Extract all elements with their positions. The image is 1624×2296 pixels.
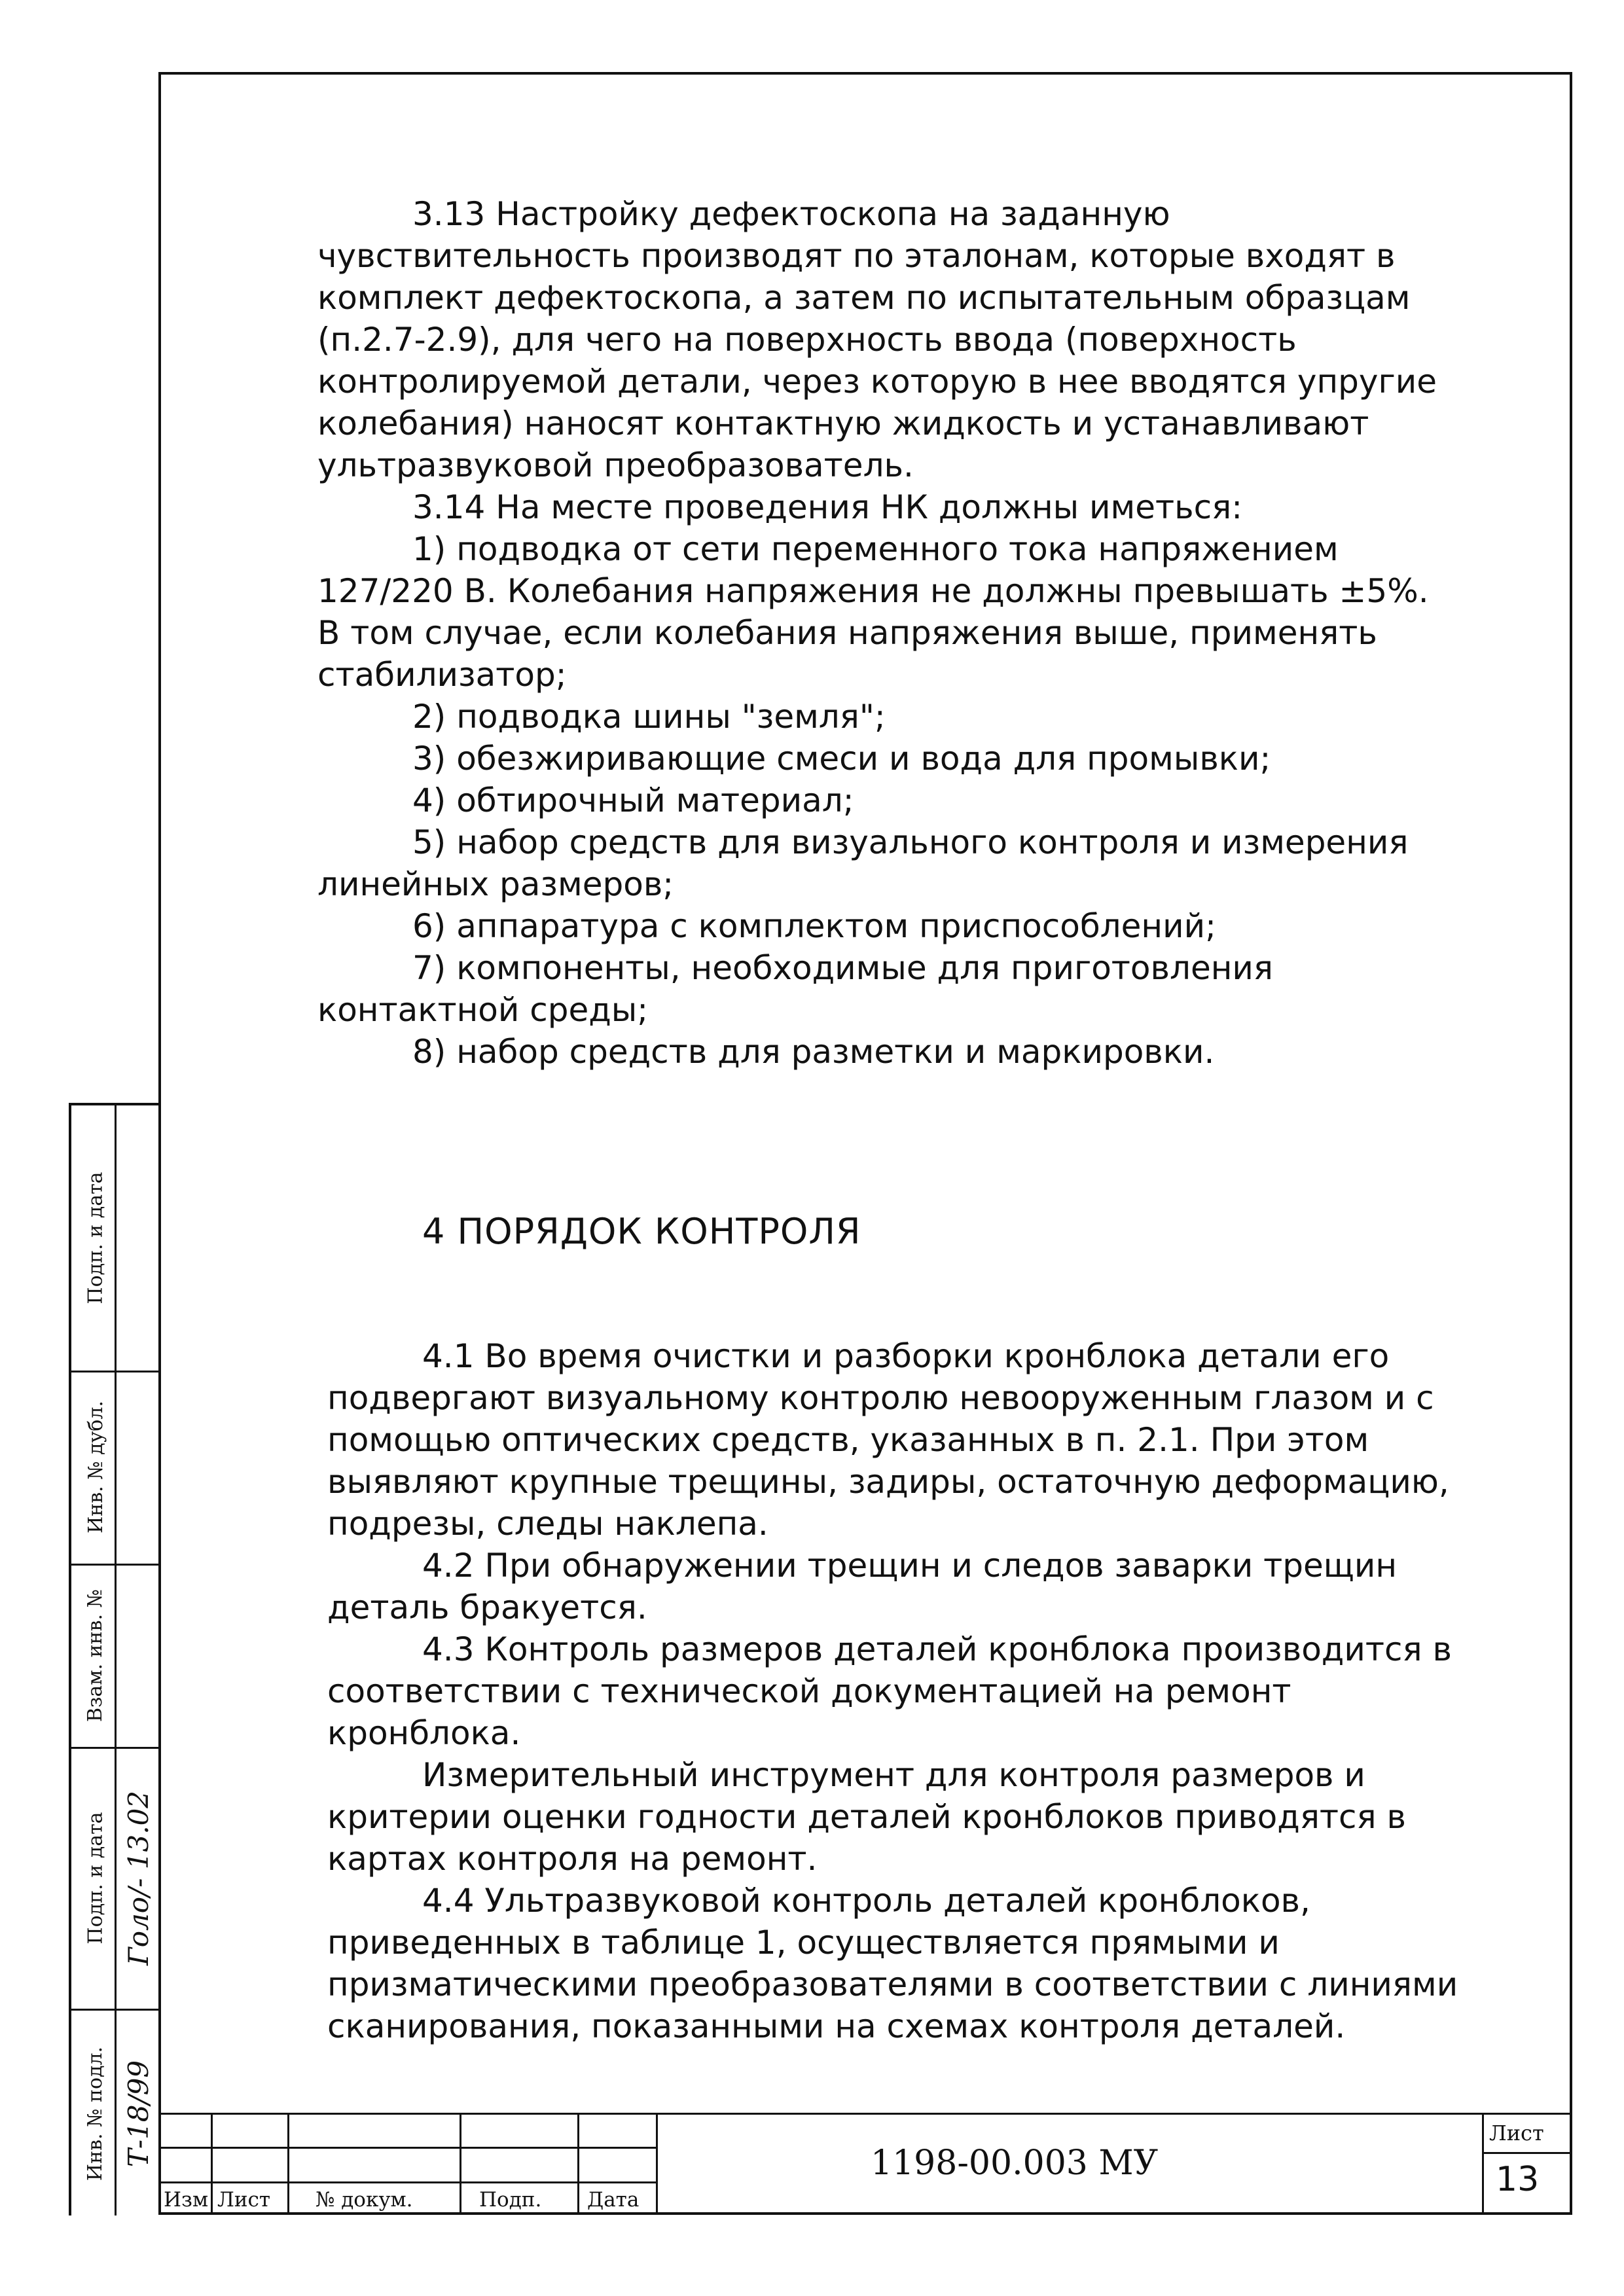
text-line: 3.14 На месте проведения НК должны иметься:	[412, 488, 1243, 526]
section-heading: 4 ПОРЯДОК КОНТРОЛЯ	[422, 1211, 861, 1252]
stamp-label-replace-inv: Взам. инв. №	[84, 1588, 107, 1722]
text-line: комплект дефектоскопа, а затем по испытательным образцам	[317, 279, 1411, 317]
text-line: подрезы, следы наклепа.	[327, 1505, 768, 1543]
text-line: (п.2.7-2.9), для чего на поверхность ввода (поверхность	[317, 321, 1297, 359]
tb-col-docnum: № докум.	[316, 2188, 413, 2212]
text-line: Измерительный инструмент для контроля размеров и	[422, 1756, 1365, 1794]
text-line: контактной среды;	[317, 991, 649, 1029]
text-line: 127/220 В. Колебания напряжения не должны превышать ±5%.	[317, 572, 1429, 610]
text-line: 2) подводка шины "земля";	[412, 698, 886, 736]
text-line: подвергают визуальному контролю невооруженным глазом и с	[327, 1379, 1434, 1417]
tb-col-change: Изм	[164, 2188, 209, 2212]
text-line: 4) обтирочный материал;	[412, 781, 854, 819]
stamp-label-sign-date-2: Подп. и дата	[84, 1811, 107, 1945]
text-line: колебания) наносят контактную жидкость и устанавливают	[317, 404, 1369, 442]
text-line: 3.13 Настройку дефектоскопа на заданную	[412, 195, 1170, 233]
text-line: деталь бракуется.	[327, 1588, 647, 1626]
text-line: соответствии с технической документацией на ремонт	[327, 1672, 1291, 1710]
text-line: контролируемой детали, через которую в нее вводятся упругие	[317, 363, 1437, 401]
text-line: 8) набор средств для разметки и маркировки.	[412, 1033, 1215, 1071]
sheet-label: Лист	[1489, 2121, 1544, 2145]
stamp-label-dup-inv: Инв. № дубл.	[84, 1401, 107, 1534]
title-block	[158, 2113, 1572, 2215]
sheet-number: 13	[1496, 2160, 1540, 2199]
text-line: выявляют крупные трещины, задиры, остаточную деформацию,	[327, 1463, 1449, 1501]
text-line: 7) компоненты, необходимые для приготовления	[412, 949, 1273, 987]
tb-col-sheet: Лист	[217, 2188, 271, 2212]
text-line: помощью оптических средств, указанных в п. 2.1. При этом	[327, 1421, 1369, 1459]
tb-col-date: Дата	[587, 2188, 640, 2212]
body-text-top	[317, 193, 1437, 1073]
text-line: 5) набор средств для визуального контроля и измерения	[412, 823, 1409, 861]
text-line: критерии оценки годности деталей кронблоков приводятся в	[327, 1798, 1406, 1836]
text-line: 4.1 Во время очистки и разборки кронблока детали его	[422, 1337, 1390, 1375]
text-line: 4.2 При обнаружении трещин и следов заварки трещин	[422, 1547, 1398, 1585]
text-line: ультразвуковой преобразователь.	[317, 446, 914, 484]
text-line: призматическими преобразователями в соответствии с линиями	[327, 1965, 1458, 2003]
stamp-label-sign-date-1: Подп. и дата	[84, 1172, 107, 1304]
text-line: 4.3 Контроль размеров деталей кронблока производится в	[422, 1630, 1452, 1668]
text-line: В том случае, если колебания напряжения выше, применять	[317, 614, 1377, 652]
stamp-handwritten-inv: Т-18/99	[122, 2060, 155, 2167]
text-line: 4.4 Ультразвуковой контроль деталей кронблоков,	[422, 1882, 1310, 1920]
text-line: картах контроля на ремонт.	[327, 1840, 818, 1878]
body-text-bottom	[327, 1335, 1458, 2047]
text-line: линейных размеров;	[317, 865, 674, 903]
text-line: сканирования, показанными на схемах контроля деталей.	[327, 2007, 1346, 2045]
text-line: 6) аппаратура с комплектом приспособлений;	[412, 907, 1216, 945]
text-line: стабилизатор;	[317, 656, 567, 694]
text-line: 3) обезжиривающие смеси и вода для промывки;	[412, 740, 1271, 778]
stamp-label-orig-inv: Инв. № подл.	[84, 2046, 107, 2181]
tb-col-sign: Подп.	[479, 2188, 542, 2212]
document-number: 1198-00.003 МУ	[871, 2144, 1159, 2183]
text-line: 1) подводка от сети переменного тока напряжением	[412, 530, 1339, 568]
text-line: кронблока.	[327, 1714, 521, 1752]
margin-stamp	[69, 1103, 158, 2215]
text-line: приведенных в таблице 1, осуществляется прямыми и	[327, 1924, 1280, 1962]
stamp-handwritten-date: Голо/- 13.02	[122, 1790, 155, 1965]
text-line: чувствительность производят по эталонам, которые входят в	[317, 237, 1396, 275]
